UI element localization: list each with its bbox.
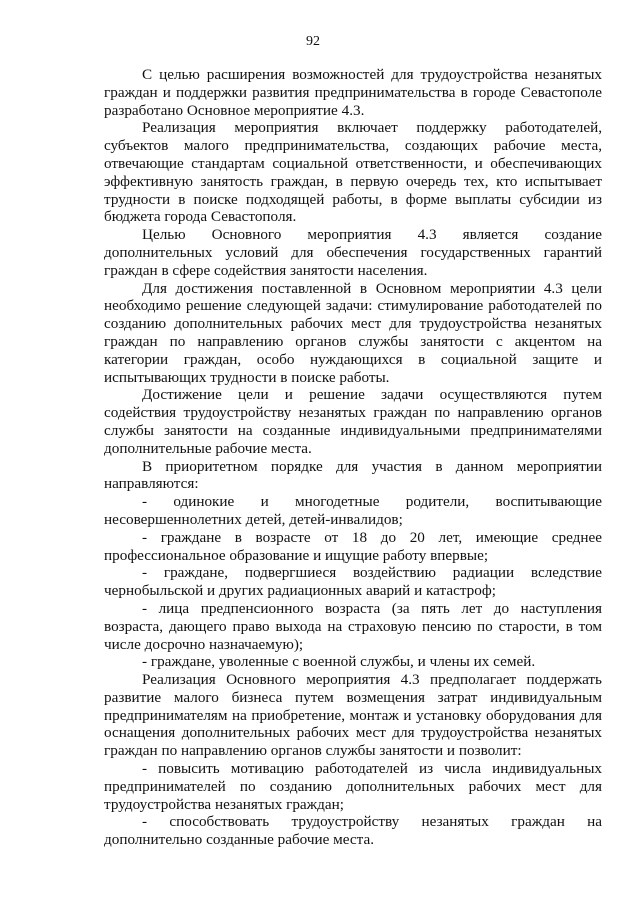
list-item: - граждане в возрасте от 18 до 20 лет, имеющие среднее профессиональное образование и ищущие работу впервые; <box>104 528 602 564</box>
list-item: - повысить мотивацию работодателей из числа индивидуальных предпринимателей по созданию дополнительных рабочих мест для трудоустройства незанятых граждан; <box>104 760 602 813</box>
page-number: 92 <box>306 34 320 49</box>
paragraph: С целью расширения возможностей для трудоустройства незанятых граждан и поддержки развития предпринимательства в городе Севастополе разработано Основное мероприятие 4.3. <box>104 66 602 119</box>
paragraph: Реализация мероприятия включает поддержку работодателей, субъектов малого предпринимательства, создающих рабочие места, отвечающие стандартам социальной ответственности, и обеспечивающих эффективную занятость граждан, в первую очередь тех, кто испытывает трудности в поиске подходящей работы, в форме выплаты субсидии из бюджета города Севастополя. <box>104 119 602 226</box>
paragraph: Для достижения поставленной в Основном мероприятии 4.3 цели необходимо решение следующей задачи: стимулирование работодателей по созданию дополнительных рабочих мест для трудоустройства незанятых граждан по направлению органов службы занятости с акцентом на категории граждан, особо нуждающихся в социальной защите и испытывающих трудности в поиске работы. <box>104 279 602 386</box>
paragraph: В приоритетном порядке для участия в данном мероприятии направляются: <box>104 457 602 493</box>
list-item: - лица предпенсионного возраста (за пять лет до наступления возраста, дающего право выхода на страховую пенсию по старости, в том числе досрочно назначаемую); <box>104 599 602 653</box>
paragraph: Целью Основного мероприятия 4.3 является создание дополнительных условий для обеспечения государственных гарантий граждан в сфере содействия занятости населения. <box>104 226 602 279</box>
list-item: - способствовать трудоустройству незанятых граждан на дополнительно созданные рабочие места. <box>104 813 602 849</box>
list-item: - граждане, уволенные с военной службы, и члены их семей. <box>142 653 536 671</box>
paragraph: Реализация Основного мероприятия 4.3 предполагает поддержать развитие малого бизнеса путем возмещения затрат индивидуальным предпринимателям на приобретение, монтаж и установку оборудования для оснащения дополнительных рабочих мест для трудоустройства незанятых граждан по направлению органов службы занятости и позволит: <box>104 671 602 760</box>
list-item: - одинокие и многодетные родители, воспитывающие несовершеннолетних детей, детей-инвалидов; <box>104 493 602 528</box>
paragraph: Достижение цели и решение задачи осуществляются путем содействия трудоустройству незанятых граждан по направлению органов службы занятости на созданные индивидуальными предпринимателями дополнительные рабочие места. <box>104 386 602 457</box>
list-item: - граждане, подвергшиеся воздействию радиации вследствие чернобыльской и других радиационных аварий и катастроф; <box>104 564 602 600</box>
document-body <box>104 66 602 849</box>
